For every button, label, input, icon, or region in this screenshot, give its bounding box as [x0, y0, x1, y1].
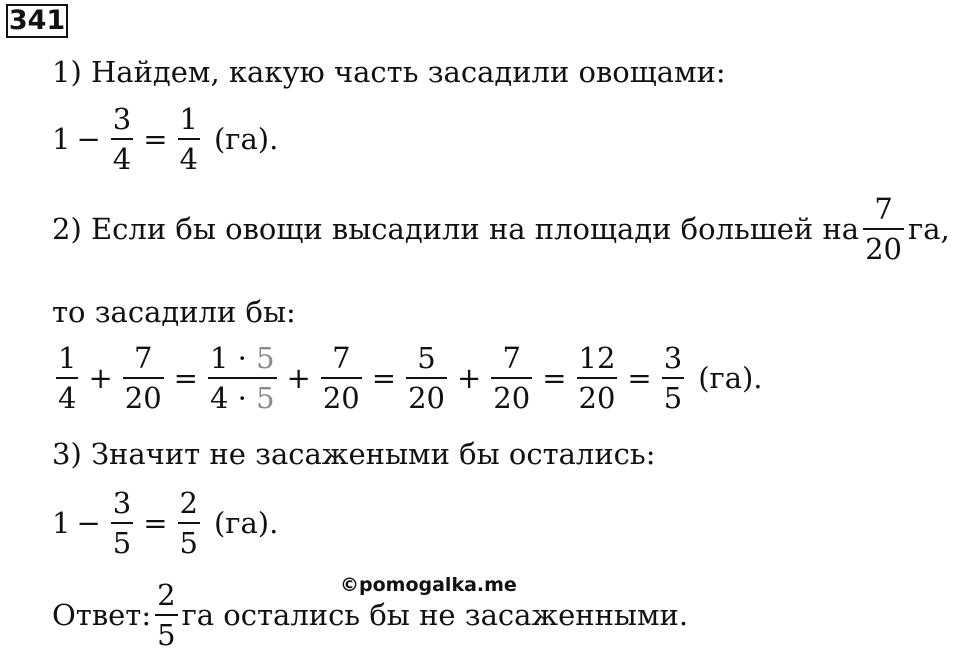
numerator: 1 · 5: [209, 341, 275, 375]
fraction: [178, 104, 200, 176]
denominator: 5: [157, 618, 176, 653]
fraction: [406, 343, 447, 415]
numerator: 7: [332, 341, 351, 375]
answer-text: га остались бы не засаженными.: [181, 598, 689, 633]
fraction: [56, 343, 78, 415]
denominator: 20: [408, 381, 445, 416]
step2-line: [52, 194, 950, 266]
step2-expression: [52, 343, 763, 415]
fraction: [111, 488, 133, 560]
equals-sign: =: [143, 122, 168, 157]
step1-expression: [52, 104, 278, 176]
answer-label: Ответ:: [52, 598, 152, 633]
equals-sign: =: [542, 361, 567, 396]
fraction: [491, 343, 532, 415]
numerator: 1: [179, 102, 198, 136]
plus-sign: +: [88, 361, 113, 396]
equals-sign: =: [371, 361, 397, 396]
fraction: [863, 194, 904, 266]
unit: га,: [908, 212, 950, 247]
fraction: [111, 104, 133, 176]
numerator: 3: [112, 102, 132, 136]
fraction: [208, 343, 277, 415]
denominator: 5: [179, 526, 198, 561]
fraction: [155, 580, 177, 652]
denominator: 20: [578, 381, 616, 416]
minus-sign: −: [76, 506, 101, 541]
numerator: 3: [663, 341, 683, 375]
denominator: 20: [322, 381, 360, 416]
step3-text: 3) Значит не засажеными бы остались:: [52, 437, 656, 471]
plus-sign: +: [286, 361, 311, 396]
numerator: 12: [578, 341, 616, 375]
step2-continuation: то засадили бы:: [52, 295, 296, 329]
step3-expression: [52, 488, 278, 560]
numerator: 2: [179, 486, 198, 520]
plus-sign: +: [456, 361, 482, 396]
numerator: 1: [58, 341, 77, 375]
fraction: [662, 343, 684, 415]
answer-line: [52, 580, 688, 652]
term: 1: [52, 122, 71, 157]
fraction: [123, 343, 164, 415]
denominator: 20: [124, 381, 162, 416]
denominator: 5: [112, 526, 132, 561]
equals-sign: =: [627, 361, 652, 396]
denominator: 5: [663, 381, 683, 416]
watermark: ©pomogalka.me: [340, 574, 517, 596]
minus-sign: −: [76, 122, 101, 157]
denominator: 20: [493, 381, 531, 416]
equals-sign: =: [143, 506, 168, 541]
denominator: 20: [865, 232, 902, 267]
numerator: 2: [157, 578, 176, 612]
numerator: 7: [874, 192, 893, 226]
term: 1: [52, 506, 71, 541]
unit: (га).: [698, 361, 763, 396]
denominator: 4 · 5: [209, 381, 275, 416]
denominator: 4: [179, 142, 198, 177]
numerator: 3: [112, 486, 132, 520]
numerator: 7: [133, 341, 153, 375]
fraction: [321, 343, 362, 415]
problem-number: 341: [6, 4, 68, 38]
fraction: [577, 343, 618, 415]
denominator: 4: [58, 381, 77, 416]
unit: (га).: [213, 122, 279, 157]
equals-sign: =: [173, 361, 198, 396]
numerator: 5: [417, 341, 436, 375]
step2-text: 2) Если бы овощи высадили на площади большей на: [52, 212, 860, 247]
denominator: 4: [112, 142, 132, 177]
step1-text: 1) Найдем, какую часть засадили овощами:: [52, 55, 726, 89]
numerator: 7: [502, 341, 521, 375]
unit: (га).: [213, 506, 279, 541]
fraction: [178, 488, 200, 560]
